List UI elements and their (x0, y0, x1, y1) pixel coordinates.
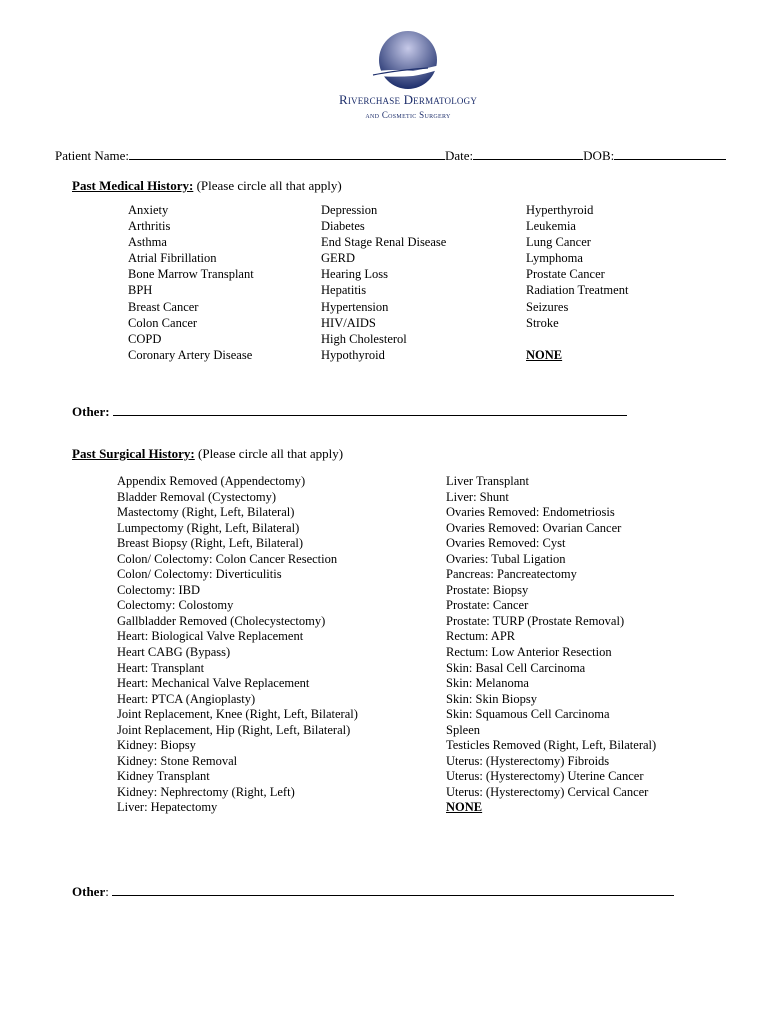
surgery-option[interactable]: Heart CABG (Bypass) (117, 645, 231, 660)
condition-option[interactable]: High Cholesterol (321, 331, 407, 346)
patient-name-field[interactable] (129, 148, 445, 160)
surgical-other-colon: : (105, 884, 109, 899)
surgery-option[interactable]: Skin: Basal Cell Carcinoma (446, 660, 586, 675)
condition-option[interactable]: End Stage Renal Disease (321, 235, 447, 250)
medical-history-title: Past Medical History: (72, 178, 194, 193)
condition-option[interactable]: Diabetes (321, 219, 365, 234)
medical-history-heading (72, 178, 342, 194)
condition-option[interactable]: Hepatitis (321, 283, 367, 298)
surgery-option[interactable]: Mastectomy (Right, Left, Bilateral) (117, 505, 295, 520)
surgery-option[interactable]: Colectomy: Colostomy (117, 598, 234, 613)
medical-history-col3 (526, 202, 628, 363)
surgery-option[interactable]: Heart: PTCA (Angioplasty) (117, 691, 256, 706)
dob-field[interactable] (614, 148, 726, 160)
surgery-option[interactable]: Ovaries Removed: Cyst (446, 536, 566, 551)
condition-option[interactable]: Prostate Cancer (526, 267, 605, 282)
surgery-option[interactable]: Prostate: Cancer (446, 598, 529, 613)
medical-history-col2 (321, 202, 446, 363)
condition-option[interactable]: Radiation Treatment (526, 283, 629, 298)
date-field[interactable] (473, 148, 583, 160)
surgery-option[interactable]: Gallbladder Removed (Cholecystectomy) (117, 613, 326, 628)
condition-option[interactable]: HIV/AIDS (321, 315, 376, 330)
surgery-option[interactable]: Heart: Biological Valve Replacement (117, 629, 304, 644)
surgery-option[interactable]: Heart: Transplant (117, 660, 205, 675)
logo-name: Riverchase Dermatology (338, 92, 478, 107)
surgery-option[interactable]: Testicles Removed (Right, Left, Bilateral) (446, 738, 657, 753)
surgery-option[interactable]: Bladder Removal (Cystectomy) (117, 489, 276, 504)
condition-option[interactable]: Asthma (128, 235, 167, 250)
condition-option[interactable]: Hypertension (321, 299, 389, 314)
condition-option[interactable]: Coronary Artery Disease (128, 347, 253, 362)
surgery-option[interactable]: Prostate: TURP (Prostate Removal) (446, 613, 625, 628)
surgery-option[interactable]: Pancreas: Pancreatectomy (446, 567, 577, 582)
surgical-other-field[interactable] (112, 884, 674, 896)
condition-option[interactable]: GERD (321, 251, 356, 266)
medical-history-instruction: (Please circle all that apply) (196, 178, 342, 193)
surgery-option[interactable]: Skin: Skin Biopsy (446, 691, 537, 706)
condition-option[interactable]: Stroke (526, 315, 559, 330)
surgery-option[interactable]: Kidney Transplant (117, 769, 210, 784)
surgery-option[interactable]: Rectum: Low Anterior Resection (446, 645, 612, 660)
surgery-option[interactable]: Spleen (446, 722, 481, 737)
clinic-logo (318, 28, 498, 128)
date-label: Date: (445, 148, 474, 163)
condition-option[interactable]: Lung Cancer (526, 235, 591, 250)
medical-other-label: Other: (72, 404, 110, 419)
condition-option[interactable]: Colon Cancer (128, 315, 198, 330)
logo-subtitle: and Cosmetic Surgery (365, 110, 451, 120)
surgical-history-instruction: (Please circle all that apply) (198, 446, 344, 461)
surgery-option[interactable]: Skin: Melanoma (446, 676, 529, 691)
surgical-history-col2 (446, 474, 656, 816)
medical-other-line (72, 404, 627, 420)
condition-option[interactable]: Breast Cancer (128, 299, 199, 314)
surgery-option[interactable]: Rectum: APR (446, 629, 516, 644)
surgery-option[interactable]: Ovaries Removed: Ovarian Cancer (446, 520, 622, 535)
surgery-option[interactable]: Ovaries Removed: Endometriosis (446, 505, 615, 520)
condition-option[interactable]: Arthritis (128, 219, 171, 234)
condition-option[interactable]: Lymphoma (526, 251, 583, 266)
patient-info-line (55, 148, 726, 164)
medical-history-col1 (128, 202, 254, 363)
surgery-option[interactable]: Prostate: Biopsy (446, 582, 529, 597)
condition-option[interactable]: Seizures (526, 299, 569, 314)
medical-none-option[interactable]: NONE (526, 347, 563, 362)
surgery-option[interactable]: Breast Biopsy (Right, Left, Bilateral) (117, 536, 304, 551)
surgery-option[interactable]: Kidney: Nephrectomy (Right, Left) (117, 784, 295, 799)
surgery-option[interactable]: Heart: Mechanical Valve Replacement (117, 676, 310, 691)
condition-option[interactable]: Leukemia (526, 219, 576, 234)
surgery-option[interactable]: Colectomy: IBD (117, 582, 200, 597)
condition-option[interactable]: Anxiety (128, 203, 169, 217)
condition-option[interactable]: Bone Marrow Transplant (128, 267, 254, 282)
condition-option[interactable]: Depression (321, 203, 378, 217)
surgical-history-col1 (117, 474, 358, 816)
logo-globe-icon (318, 28, 498, 92)
dob-label: DOB: (583, 148, 615, 163)
surgery-option[interactable]: Kidney: Biopsy (117, 738, 196, 753)
surgery-option[interactable]: Colon/ Colectomy: Colon Cancer Resection (117, 551, 338, 566)
surgery-option[interactable]: Colon/ Colectomy: Diverticulitis (117, 567, 282, 582)
condition-option[interactable]: BPH (128, 283, 153, 298)
condition-option[interactable]: Atrial Fibrillation (128, 251, 217, 266)
surgery-option[interactable]: Kidney: Stone Removal (117, 753, 238, 768)
surgical-other-label: Other (72, 884, 106, 899)
condition-option[interactable]: Hyperthyroid (526, 203, 594, 217)
surgery-option[interactable]: Uterus: (Hysterectomy) Fibroids (446, 753, 610, 768)
condition-option[interactable]: Hypothyroid (321, 347, 385, 362)
surgical-none-option[interactable]: NONE (446, 800, 483, 815)
patient-name-label: Patient Name: (55, 148, 130, 163)
surgery-option[interactable]: Uterus: (Hysterectomy) Uterine Cancer (446, 769, 644, 784)
surgery-option[interactable]: Appendix Removed (Appendectomy) (117, 474, 306, 488)
surgery-option[interactable]: Joint Replacement, Knee (Right, Left, Bilateral) (117, 707, 358, 722)
surgery-option[interactable]: Liver: Hepatectomy (117, 800, 218, 815)
surgical-history-heading (72, 446, 343, 462)
surgery-option[interactable]: Ovaries: Tubal Ligation (446, 551, 566, 566)
surgery-option[interactable]: Joint Replacement, Hip (Right, Left, Bilateral) (117, 722, 351, 737)
surgery-option[interactable]: Liver Transplant (446, 474, 529, 488)
surgical-history-title: Past Surgical History: (72, 446, 195, 461)
medical-other-field[interactable] (113, 404, 627, 416)
surgery-option[interactable]: Liver: Shunt (446, 489, 509, 504)
surgery-option[interactable]: Uterus: (Hysterectomy) Cervical Cancer (446, 784, 649, 799)
surgery-option[interactable]: Skin: Squamous Cell Carcinoma (446, 707, 610, 722)
surgical-other-line (72, 884, 674, 900)
condition-option[interactable]: Hearing Loss (321, 267, 388, 282)
surgery-option[interactable]: Lumpectomy (Right, Left, Bilateral) (117, 520, 300, 535)
condition-option[interactable]: COPD (128, 331, 162, 346)
